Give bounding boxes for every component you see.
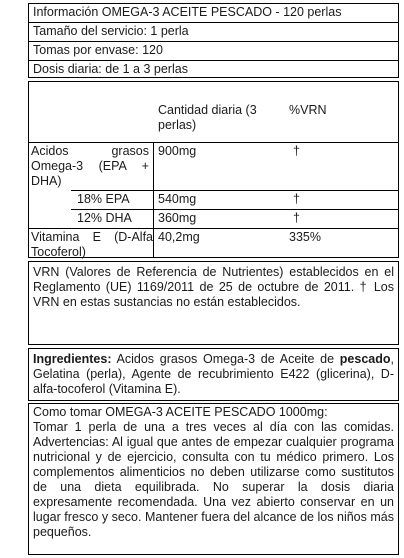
nutrient-amount-vitamin-e: 40,2mg — [158, 230, 200, 244]
nutrition-table — [28, 81, 399, 258]
nutrient-vrn-epa: † — [293, 192, 300, 206]
col-vrn-header: %VRN — [289, 103, 327, 117]
product-info-box — [28, 3, 399, 78]
nutrient-name-omega3: Acidos grasos Omega-3 (EPA + DHA) — [31, 144, 149, 188]
nutrient-name-dha: 12% DHA — [77, 211, 132, 225]
usage-box — [28, 403, 399, 555]
nutrient-vrn-vitamin-e: 335% — [289, 230, 321, 244]
vrn-note: VRN (Valores de Referencia de Nutrientes) establecidos en el Reglamento (UE) 1169/2011 de 25 de octubre de 2011. † Los VRN en estas sustancias no están establecidos. — [33, 265, 394, 309]
nutrient-amount-omega3: 900mg — [158, 144, 197, 158]
nutrient-name-epa: 18% EPA — [77, 192, 130, 206]
vrn-note-box — [28, 261, 399, 345]
nutrient-vrn-dha: † — [293, 211, 300, 225]
column-divider — [153, 142, 154, 257]
product-title: Información OMEGA-3 ACEITE PESCADO - 120 perlas — [33, 5, 342, 19]
serving-size: Tamaño del servicio: 1 perla — [33, 24, 189, 38]
nutrient-amount-epa: 540mg — [158, 192, 197, 206]
nutrient-vrn-omega3: † — [293, 144, 300, 158]
servings-per-container: Tomas por envase: 120 — [33, 43, 163, 57]
daily-dose: Dosis diaria: de 1 a 3 perlas — [33, 62, 188, 76]
nutrient-name-vitamin-e: Vitamina E (D-Alfa Tocoferol) — [31, 230, 153, 259]
usage-heading: Como tomar OMEGA-3 ACEITE PESCADO 1000mg: — [33, 405, 328, 419]
col-amount-header: Cantidad diaria (3 perlas) — [158, 103, 257, 132]
nutrient-amount-dha: 360mg — [158, 211, 197, 225]
ingredients-text: Ingredientes: Acidos grasos Omega-3 de Aceite de pescado, Gelatina (perla), Agente de recubrimiento E422 (glicerina), D-alfa-tocoferol (Vitamina E). — [33, 352, 394, 396]
ingredients-label: Ingredientes: — [33, 352, 112, 366]
ingredients-bold-word: pescado — [339, 352, 391, 366]
usage-text: Tomar 1 perla de una a tres veces al día con las comidas. Advertencias: Al igual que antes de empezar cualquier programa nutricional y de ejercicio, consulta con tu médico primero. Los complementos alimenticios no deben utilizarse como sustitutos de una dieta equilibrada. No superar la dosis diaria expresamente recomendada. Una vez abierto conservar en un lugar fresco y seco. Mantener fuera del alcance de los niños más pequeños. — [33, 420, 394, 539]
ingredients-box — [28, 348, 399, 401]
